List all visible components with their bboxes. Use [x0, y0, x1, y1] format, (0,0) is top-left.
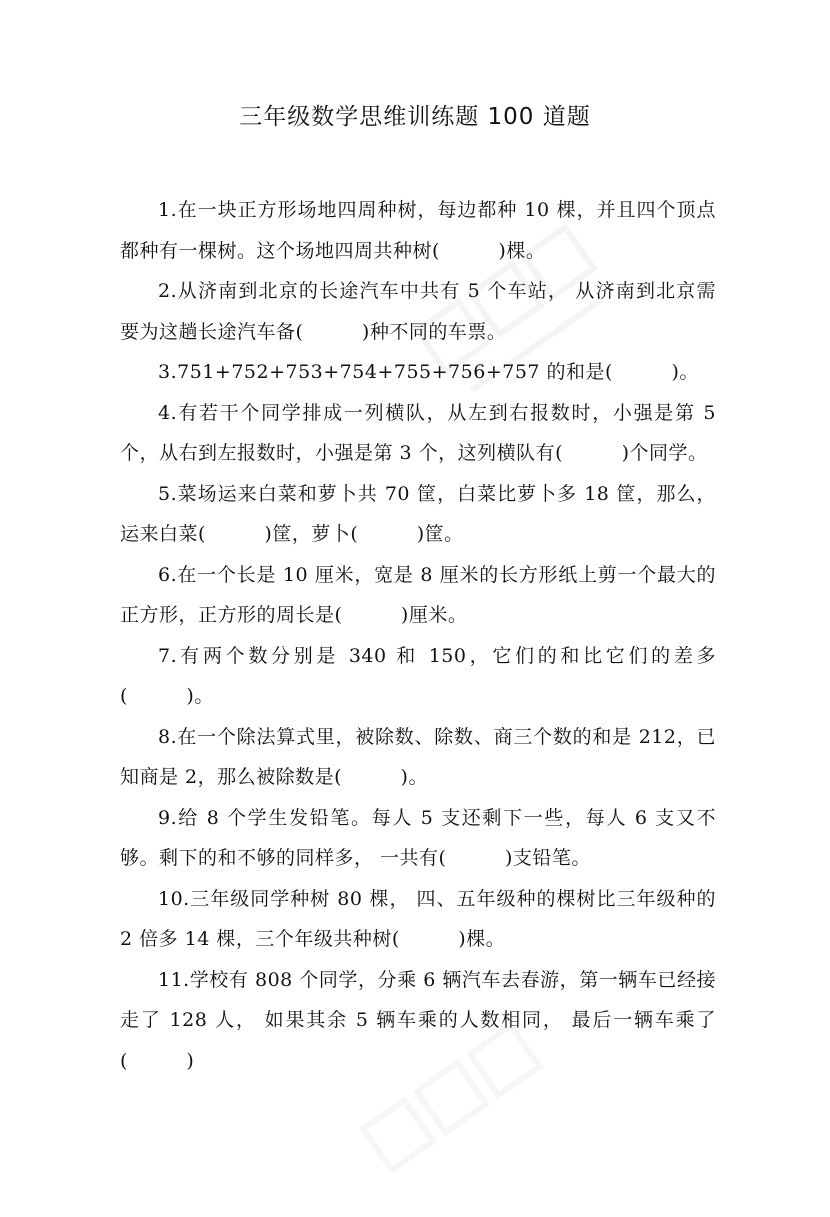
question-list	[120, 190, 716, 1081]
page-title: 三年级数学思维训练题 100 道题	[239, 104, 591, 130]
question-item: 2.从济南到北京的长途汽车中共有 5 个车站， 从济南到北京需要为这趟长途汽车备( )种不同的车票。	[120, 280, 716, 343]
question-item: 3.751+752+753+754+755+756+757 的和是( )。	[158, 361, 699, 383]
question-item: 6.在一个长是 10 厘米，宽是 8 厘米的长方形纸上剪一个最大的正方形，正方形的周长是( )厘米。	[120, 563, 716, 626]
question-item: 8.在一个除法算式里，被除数、除数、商三个数的和是 212，已知商是 2，那么被除数是( )。	[120, 725, 716, 788]
question-item: 7.有两个数分别是 340 和 150，它们的和比它们的差多( )。	[120, 644, 716, 707]
question-item: 1.在一块正方形场地四周种树，每边都种 10 棵，并且四个顶点都种有一棵树。这个场地四周共种树( )棵。	[120, 199, 716, 262]
question-item: 9.给 8 个学生发铅笔。每人 5 支还剩下一些，每人 6 支又不够。剩下的和不够的同样多， 一共有( )支铅笔。	[120, 806, 716, 869]
question-item: 5.菜场运来白菜和萝卜共 70 筐，白菜比萝卜多 18 筐，那么，运来白菜( )筐，萝卜( )筐。	[120, 482, 716, 545]
question-item: 11.学校有 808 个同学，分乘 6 辆汽车去春游，第一辆车已经接走了 128 人， 如果其余 5 辆车乘的人数相同， 最后一辆车乘了( )	[120, 968, 716, 1072]
question-item: 10.三年级同学种树 80 棵， 四、五年级种的棵树比三年级种的 2 倍多 14 棵，三个年级共种树( )棵。	[120, 887, 716, 950]
question-item: 4.有若干个同学排成一列横队，从左到右报数时，小强是第 5 个，从右到左报数时，小强是第 3 个，这列横队有( )个同学。	[120, 401, 716, 464]
